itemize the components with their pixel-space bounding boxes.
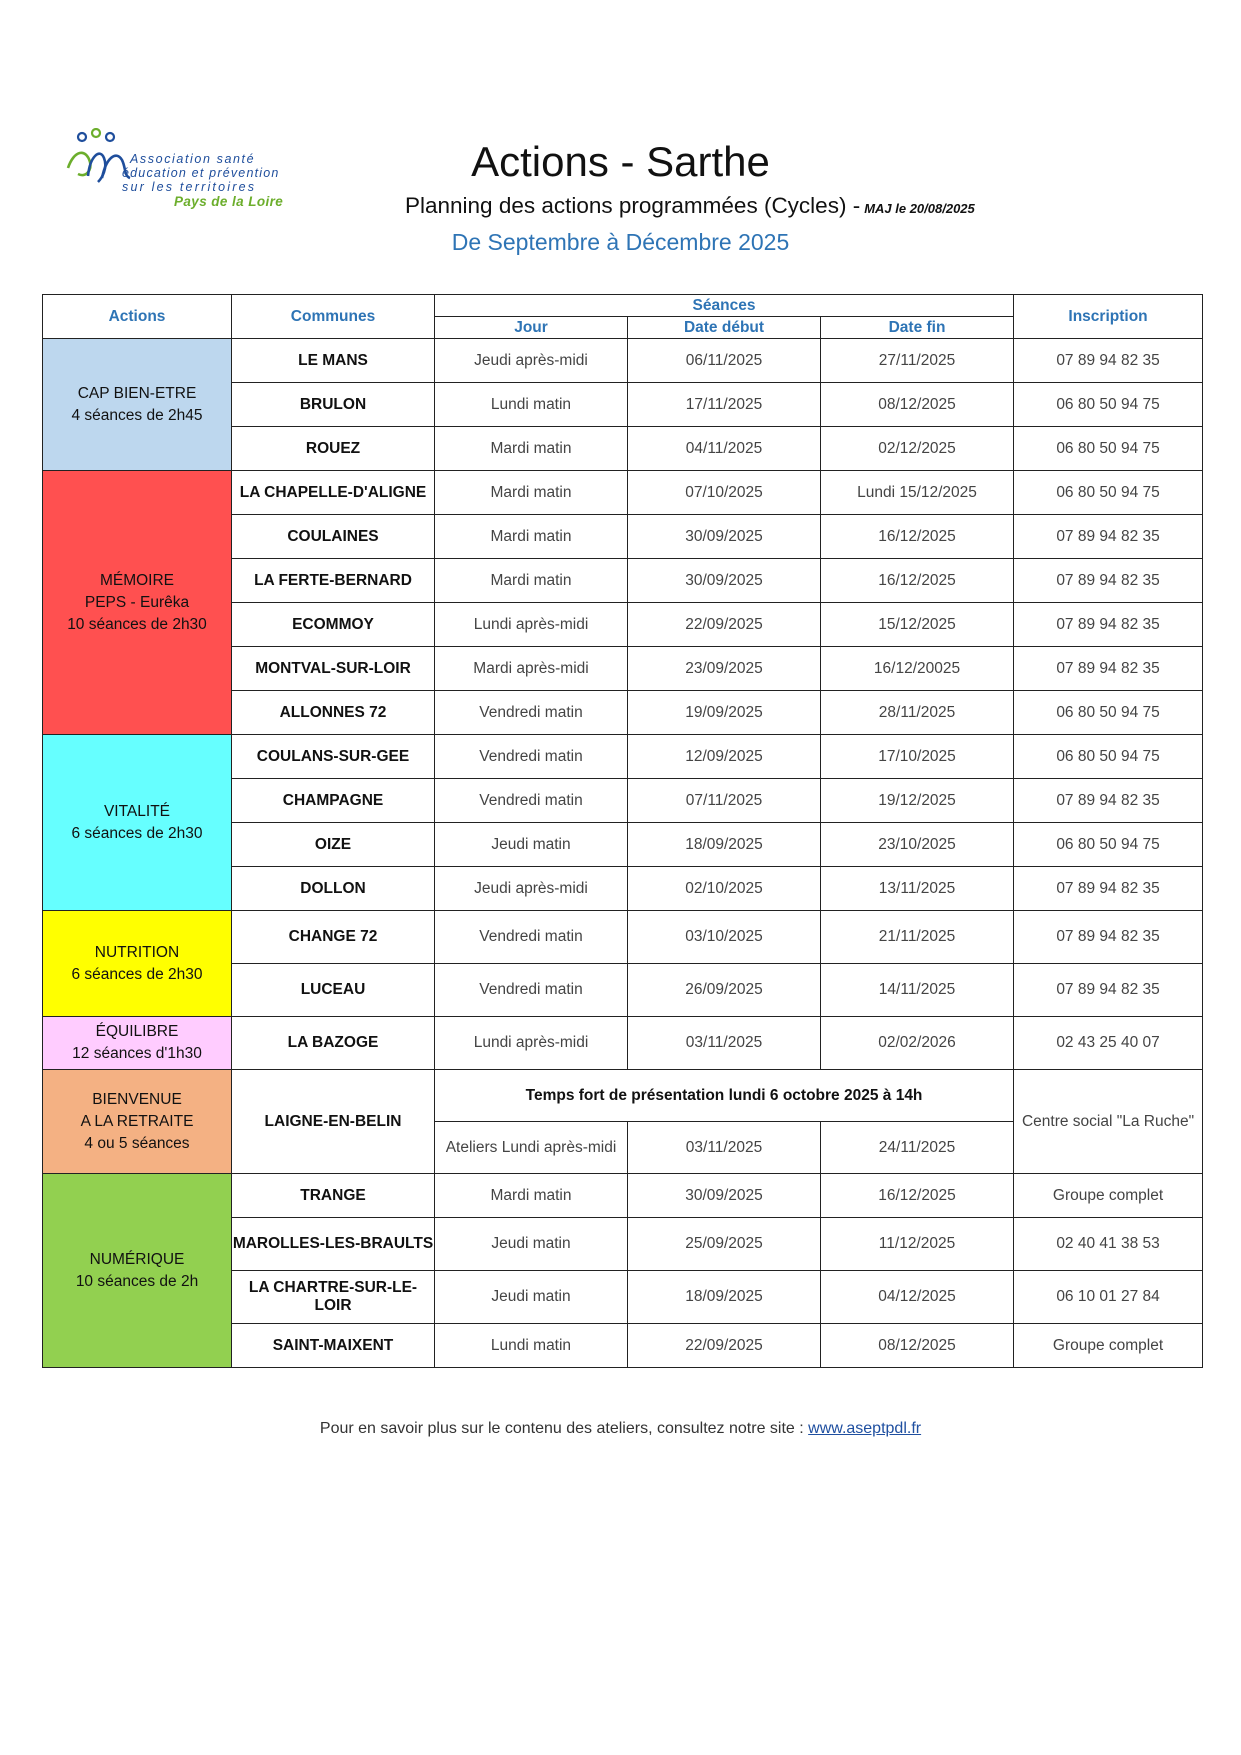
- date-debut-cell: 18/09/2025: [628, 1271, 821, 1324]
- inscription-cell: 06 80 50 94 75: [1014, 823, 1203, 867]
- date-fin-cell: Lundi 15/12/2025: [821, 471, 1014, 515]
- date-debut-cell: 07/10/2025: [628, 471, 821, 515]
- date-debut-cell: 04/11/2025: [628, 427, 821, 471]
- action-line: ÉQUILIBRE: [95, 1023, 179, 1040]
- jour-cell: Mardi matin: [435, 427, 628, 471]
- date-fin-cell: 21/11/2025: [821, 911, 1014, 964]
- jour-cell: Mardi matin: [435, 559, 628, 603]
- temps-fort-cell: Temps fort de présentation lundi 6 octobre 2025 à 14h: [435, 1070, 1014, 1122]
- commune-cell: TRANGE: [232, 1174, 435, 1218]
- jour-cell: Mardi matin: [435, 1174, 628, 1218]
- date-fin-cell: 23/10/2025: [821, 823, 1014, 867]
- bienvenue-body: [43, 1070, 1203, 1174]
- table-row: [43, 911, 1203, 964]
- table-row: [43, 339, 1203, 383]
- inscription-cell: Groupe complet: [1014, 1174, 1203, 1218]
- commune-cell: LA FERTE-BERNARD: [232, 559, 435, 603]
- table-row: [43, 1070, 1203, 1122]
- table-row: [43, 1017, 1203, 1070]
- commune-cell: ECOMMOY: [232, 603, 435, 647]
- commune-cell: COULAINES: [232, 515, 435, 559]
- commune-cell: ROUEZ: [232, 427, 435, 471]
- planning-body: [43, 339, 1203, 1070]
- inscription-cell: 06 80 50 94 75: [1014, 471, 1203, 515]
- jour-cell: Vendredi matin: [435, 911, 628, 964]
- action-line: NUMÉRIQUE: [89, 1250, 185, 1268]
- header-date-debut: Date début: [628, 317, 821, 339]
- jour-cell: Mardi matin: [435, 515, 628, 559]
- date-debut-cell: 06/11/2025: [628, 339, 821, 383]
- commune-cell: LUCEAU: [232, 964, 435, 1017]
- action-cell: [43, 471, 232, 735]
- action-cell: [43, 1017, 232, 1070]
- jour-cell: Jeudi matin: [435, 1271, 628, 1324]
- header-jour: Jour: [435, 317, 628, 339]
- inscription-cell: 07 89 94 82 35: [1014, 559, 1203, 603]
- date-debut-cell: 22/09/2025: [628, 603, 821, 647]
- jour-cell: Jeudi matin: [435, 823, 628, 867]
- action-cell-bienvenue: [43, 1070, 232, 1174]
- logo-line-2: éducation et prévention: [122, 166, 280, 180]
- header-communes: Communes: [232, 295, 435, 339]
- date-fin-cell: 14/11/2025: [821, 964, 1014, 1017]
- footer-note: [0, 1420, 1241, 1438]
- inscription-cell: Centre social "La Ruche": [1014, 1070, 1203, 1174]
- jour-cell: Ateliers Lundi après-midi: [435, 1122, 628, 1174]
- action-line: 6 séances de 2h30: [71, 824, 203, 842]
- date-debut-cell: 19/09/2025: [628, 691, 821, 735]
- logo-line-4: Pays de la Loire: [174, 194, 284, 209]
- jour-cell: Vendredi matin: [435, 691, 628, 735]
- commune-cell: CHANGE 72: [232, 911, 435, 964]
- inscription-cell: 07 89 94 82 35: [1014, 603, 1203, 647]
- table-row: [43, 471, 1203, 515]
- jour-cell: Vendredi matin: [435, 964, 628, 1017]
- jour-cell: Lundi après-midi: [435, 1017, 628, 1070]
- date-debut-cell: 02/10/2025: [628, 867, 821, 911]
- action-line: MÉMOIRE: [99, 571, 175, 589]
- date-debut-cell: 03/11/2025: [628, 1122, 821, 1174]
- action-line: NUTRITION: [94, 943, 180, 961]
- action-line: 4 séances de 2h45: [71, 406, 203, 424]
- action-cell: [43, 1174, 232, 1368]
- website-link[interactable]: www.aseptpdl.fr: [808, 1420, 922, 1437]
- jour-cell: Vendredi matin: [435, 735, 628, 779]
- action-cell: [43, 339, 232, 471]
- commune-cell: DOLLON: [232, 867, 435, 911]
- date-debut-cell: 30/09/2025: [628, 515, 821, 559]
- header-date-fin: Date fin: [821, 317, 1014, 339]
- jour-cell: Mardi après-midi: [435, 647, 628, 691]
- date-fin-cell: 02/12/2025: [821, 427, 1014, 471]
- commune-cell: LAIGNE-EN-BELIN: [232, 1070, 435, 1174]
- date-fin-cell: 16/12/20025: [821, 647, 1014, 691]
- planning-table: [42, 294, 1203, 1368]
- date-fin-cell: 28/11/2025: [821, 691, 1014, 735]
- action-line: 6 séances de 2h30: [71, 965, 203, 983]
- inscription-cell: 02 40 41 38 53: [1014, 1218, 1203, 1271]
- date-fin-cell: 15/12/2025: [821, 603, 1014, 647]
- page-title: Actions - Sarthe: [471, 138, 770, 185]
- commune-cell: CHAMPAGNE: [232, 779, 435, 823]
- inscription-cell: 07 89 94 82 35: [1014, 339, 1203, 383]
- date-debut-cell: 30/09/2025: [628, 1174, 821, 1218]
- update-date: MAJ le 20/08/2025: [864, 201, 975, 216]
- table-row: [43, 735, 1203, 779]
- jour-cell: Jeudi après-midi: [435, 867, 628, 911]
- action-line: A LA RETRAITE: [80, 1112, 194, 1130]
- commune-cell: LA CHAPELLE-D'ALIGNE: [232, 471, 435, 515]
- inscription-cell: 07 89 94 82 35: [1014, 515, 1203, 559]
- jour-cell: Mardi matin: [435, 471, 628, 515]
- jour-cell: Lundi matin: [435, 1324, 628, 1368]
- date-fin-cell: 04/12/2025: [821, 1271, 1014, 1324]
- inscription-cell: 06 80 50 94 75: [1014, 383, 1203, 427]
- inscription-cell: 02 43 25 40 07: [1014, 1017, 1203, 1070]
- date-debut-cell: 17/11/2025: [628, 383, 821, 427]
- numerique-body: [43, 1174, 1203, 1368]
- jour-cell: Lundi après-midi: [435, 603, 628, 647]
- inscription-cell: 07 89 94 82 35: [1014, 911, 1203, 964]
- date-debut-cell: 07/11/2025: [628, 779, 821, 823]
- jour-cell: Jeudi matin: [435, 1218, 628, 1271]
- commune-cell: COULANS-SUR-GEE: [232, 735, 435, 779]
- jour-cell: Lundi matin: [435, 383, 628, 427]
- period-heading: De Septembre à Décembre 2025: [451, 229, 790, 255]
- date-debut-cell: 22/09/2025: [628, 1324, 821, 1368]
- inscription-cell: 07 89 94 82 35: [1014, 647, 1203, 691]
- page-subtitle: [405, 193, 975, 219]
- footer-text: Pour en savoir plus sur le contenu des ateliers, consultez notre site :: [319, 1420, 809, 1437]
- action-cell: [43, 735, 232, 911]
- header-inscription: Inscription: [1014, 295, 1203, 339]
- date-debut-cell: 18/09/2025: [628, 823, 821, 867]
- date-fin-cell: 02/02/2026: [821, 1017, 1014, 1070]
- date-fin-cell: 11/12/2025: [821, 1218, 1014, 1271]
- action-line: 10 séances de 2h30: [67, 615, 207, 633]
- date-debut-cell: 30/09/2025: [628, 559, 821, 603]
- commune-cell: LA BAZOGE: [232, 1017, 435, 1070]
- action-cell: [43, 911, 232, 1017]
- action-line: CAP BIEN-ETRE: [77, 384, 197, 402]
- header-seances: Séances: [435, 295, 1014, 317]
- date-debut-cell: 12/09/2025: [628, 735, 821, 779]
- commune-cell: SAINT-MAIXENT: [232, 1324, 435, 1368]
- date-fin-cell: 17/10/2025: [821, 735, 1014, 779]
- action-line: BIENVENUE: [92, 1090, 182, 1108]
- inscription-cell: 06 10 01 27 84: [1014, 1271, 1203, 1324]
- table-row: [43, 1174, 1203, 1218]
- jour-cell: Jeudi après-midi: [435, 339, 628, 383]
- commune-cell: ALLONNES 72: [232, 691, 435, 735]
- inscription-cell: 06 80 50 94 75: [1014, 735, 1203, 779]
- date-fin-cell: 08/12/2025: [821, 383, 1014, 427]
- action-line: 4 ou 5 séances: [84, 1134, 190, 1152]
- commune-cell: MONTVAL-SUR-LOIR: [232, 647, 435, 691]
- action-line: 12 séances d'1h30: [72, 1045, 202, 1062]
- date-debut-cell: 23/09/2025: [628, 647, 821, 691]
- commune-cell: MAROLLES-LES-BRAULTS: [232, 1218, 435, 1271]
- subtitle-text: Planning des actions programmées (Cycles) -: [405, 193, 861, 218]
- date-fin-cell: 16/12/2025: [821, 515, 1014, 559]
- commune-cell: OIZE: [232, 823, 435, 867]
- date-fin-cell: 13/11/2025: [821, 867, 1014, 911]
- action-line: 10 séances de 2h: [75, 1272, 199, 1290]
- date-fin-cell: 08/12/2025: [821, 1324, 1014, 1368]
- inscription-cell: 07 89 94 82 35: [1014, 779, 1203, 823]
- logo-line-1: Association santé: [130, 152, 256, 166]
- date-debut-cell: 03/10/2025: [628, 911, 821, 964]
- date-fin-cell: 16/12/2025: [821, 1174, 1014, 1218]
- date-debut-cell: 25/09/2025: [628, 1218, 821, 1271]
- date-fin-cell: 16/12/2025: [821, 559, 1014, 603]
- jour-cell: Vendredi matin: [435, 779, 628, 823]
- inscription-cell: 07 89 94 82 35: [1014, 867, 1203, 911]
- date-debut-cell: 26/09/2025: [628, 964, 821, 1017]
- action-line: VITALITÉ: [103, 802, 171, 820]
- commune-cell: BRULON: [232, 383, 435, 427]
- commune-cell: LE MANS: [232, 339, 435, 383]
- date-fin-cell: 24/11/2025: [821, 1122, 1014, 1174]
- action-line: PEPS - Eurêka: [84, 593, 190, 611]
- commune-cell: LA CHARTRE-SUR-LE-LOIR: [232, 1271, 435, 1324]
- date-fin-cell: 27/11/2025: [821, 339, 1014, 383]
- header-actions: Actions: [43, 295, 232, 339]
- date-debut-cell: 03/11/2025: [628, 1017, 821, 1070]
- date-fin-cell: 19/12/2025: [821, 779, 1014, 823]
- inscription-cell: Groupe complet: [1014, 1324, 1203, 1368]
- inscription-cell: 06 80 50 94 75: [1014, 427, 1203, 471]
- inscription-cell: 07 89 94 82 35: [1014, 964, 1203, 1017]
- logo-line-3: sur les territoires: [122, 180, 257, 194]
- inscription-cell: 06 80 50 94 75: [1014, 691, 1203, 735]
